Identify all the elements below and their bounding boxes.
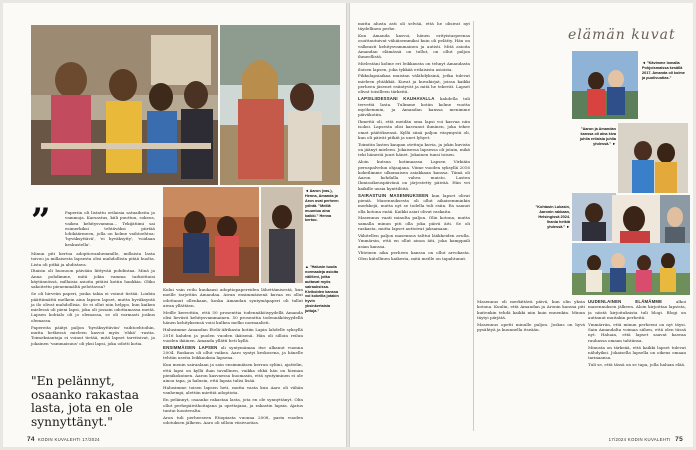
subheading: UUDENLAINEN ELÄMÄMME [588,299,663,304]
article-column-1 [65,210,155,249]
page-footer-left [27,436,100,443]
subheading: ENSIMMÄISEN LAPSEN [163,344,218,350]
paragraph: Kun Amanda kasvoi, hänen erityistarpeensa osoittautuivat vähäisemmiksi kuin oli pelätty. Hän on valkeasti kehitysvammainen ja autisti. Mitä asioita Amandan elämässä on tullut, on ollut paljon ihmeellistä. [358,33,470,60]
page-number: 74 [27,436,35,443]
page-footer-right [609,436,683,443]
children-stairs-photo [163,187,259,283]
paragraph: Se oli hirveän paperi, jonka takia ei voinut tietää. Loubin päättämättä melkein aina lapsen lapset, mutta hyväksyntä ja ilo olivat mahdollisia. Se ei ollut niin helppo, kun kaiken mielessä oli pieni lapsi, joka oli jossain odottamassa meitä. Lapsen kohtalo oli jo olemassa, se oli varmasti joskus olemassa. [31,291,155,323]
article-column-1b [31,251,155,347]
paragraph: Ihmettä oli, että meidän oma lapsi voi kasvaa niin isoksi. Lapsesta olisi kasvanut ihminen, joka tekee omat päätöksensä. Kyllä siinä paljon väsymystä oli, kun oli päivät pitkät ja unet lyhyet. [358,119,470,140]
paragraph: Tuli se, että tässä on se tapa, jolla haluan elää. [588,362,686,368]
paragraph: Minun piti kertoa adoptiovanhemmille, millaista lasta toivoo ja millaisesta lapsesta olisi mahdollista pitää huolta. Lista oli pitkä ja ahdistava. [31,251,155,267]
paragraph: Kului vain reilu kuukausi adoptiopapereiden lähettämisestä, kun meille tarjottiin Amandaa. Aivan ensimmäisenä kuvaa en ollut odottanut ollenkaan, koska Amandan syntymäpaperi oli tullut aivan yllättäen. [163,287,303,308]
photo-caption-second: ▲ "Halusin tuoda normaaleja asioita välilleni, jotka auttavat myös sairauksissa. Kivikoiden kanssa voi kokeilla jotakin hyvin yksinkertaisia juttuja." [305,265,339,314]
paragraph: alkoi masennuksen jälkeen. Aloin kirjoittaa lapsista, ja niistä kirjoituksista tuli blogi. Blogi on auttanut muitakin perheitä. [588,299,686,320]
pull-quote: "En pelännyt, osaanko rakastaa lasta, jota en ole synnyttänyt." [31,374,139,429]
paragraph: oli syntymämaa itse alkanut vuonna 2004. Raskaus oli ollut vaikea. Aaro syntyi keskosena, ja hänelle tehtiin useita leikkauksia lapsena. [163,344,303,361]
right-page [350,3,693,447]
photo-caption-main: ◄ Aaron (vas.), Henna, Amanda ja Aron ovat perheen ydintä. "Meillä muuntuu aina kaikki." Henna kertoo. [305,189,339,223]
album-photo-3 [572,193,616,241]
left-page [3,3,346,447]
decorative-quote-mark: ” [31,201,51,241]
article-column-2 [163,287,303,435]
paragraph: Yhteinen aika perheen kanssa on ollut arvokasta. Olen kiitollinen kaikesta, mitä meille on tapahtunut. [358,250,470,261]
album-caption-1: ◄ "Kävimme lomalla Pohjoismaissa kesällä 2017. Amanda oli kolme ja puolivuotias." [642,61,685,80]
caption-arrow-icon: ► [565,224,570,229]
paragraph: kahdella tuli tervettä lasta. Tulimme kotiin kolme vuotta myöhemmin, ja Amandan kanssa menimme päiväkotiin. [358,96,470,118]
paragraph: Iltaisin oli huonoon päivään liittyvää pohdintaa. Minä ja Anna pohdimme, mitä jokin vamma tarkoittaisi käytännössä, millaisia asioita pitäisi kotiin hankkia. Oliko sakoitettu pienemmältä pelottavaa? [31,268,155,290]
article-column-4 [477,299,585,439]
paragraph: Meille kerrottiin, että 50 prosenttia todennäköisyydellä Amanda olisi lievästi kehitysvammainen. 50 prosenttia todennäköisyydellä hänen kehityksensä voisi kulkea melko normaalisti. [163,309,303,326]
paragraph: Masennus oli merkittävä päivä, kun olin yksin kotona. Kuulin, että Amandan ja Aronin kanssa piti kuitenkin tehdä kaikki niin kuin ennenkin. Minun täytyi pärjätä. [477,299,585,320]
paragraph: En pelännyt, osaanko rakastaa lasta, jota en ole synnyttänyt. Olin ollut perhepäivähoitajana ja opettajana, ja rakastin lapsia. Ajatus tuntui luontevalta. [163,397,303,413]
caption-arrow-icon: ▲ [305,265,310,269]
album-photo-6 [572,243,690,295]
column-divider [473,21,474,431]
article-column-5 [588,299,686,439]
album-script-title: elämän kuvat [568,27,676,43]
magazine-issue: KODIN KUVALEHTI 17/2024 [37,437,100,442]
lead-paragraph-1: Paperiin oli listattu erilaisia satuaiheita ja vammoja. Karsastus, kiili puuttuu, sokeus, vaikea kehitysvamma... Tekijätiimi sai esimerkiksi tehtäväksi piirtää lohikäärmeen, jolla on kolme vaihtoehtoa: 'hyväksyttävä', 'ei hyväksytty', 'voidaan keskustella'. [65,210,155,247]
album-caption-3: "Kohtasin Lukasin, Aaronin rakkaan, Helsingissä 2024. Ihania hetkiä yhdessä." ► [535,205,570,229]
family-kitchen-photo [31,25,218,185]
paragraph: mutta alusta asti oli selvää, että he olisivat nyt täydellinen perhe. [358,21,470,32]
paragraph: kun lapset olivat pieniä. Masennuksesta oli ollut aikaisemminkin merkkejä, mutta nyt se todella tuli esiin. En saanut olla kotona enää. Kaikki asiat olivat raskaita. [358,192,470,214]
paragraph: Kun menin sairaalaan ja sain ensimmäisen kerran syliini, ajattelin, että lapsi on kyllä ihan tavallinen, vaikka ehkä hän on hieman pienikokoinen. Aaron kasvaessa huomasin, että syntyiminen ei ole ainoa tapa, ja halusin, että lapsia tulisi lisää. [163,362,303,384]
paragraph: Toimitin lasten kaupan otettuja kuvia, ja jokin kuvista on jäänyt mieleen. Jokaisessa lapsessa oli jotain, mikä teki hänestä juuri hänet. Jokainen tunsi toisen. [358,141,470,158]
paragraph: Ymmärrän, että minun perheeni on nyt täysi. Sain Amandalta voimaa siihen, että olen tässä nyt. Haluan, että lapset saavat kasvaa rauhassa omaan tahtiinsa. [588,321,686,343]
article-column-3 [358,21,470,437]
paragraph: Pikkulapsiaikaa muistan välähdyksinä, jotka tulevat mieleen yhtäkkiä. Kuvat ja kuvakirjat, joissa kaikki perheen jäsenet esiintyvät ja mitä he tekevät. Lapset olivat toisilleen tärkeitä. [358,73,470,95]
paragraph: Halusimme toisen lapsen heti, mutta vasta kun Aaro oli vähän vanhempi, alettiin miettiä adoptiota. [163,385,303,396]
caption-arrow-icon: ◄ [305,189,310,193]
young-man-photo [261,187,303,283]
paragraph: Masennus vaati minulta paljon. Olin kotona, mutta samalla minun piti olla joka päivä äiti. Se oli raskasta, mutta lapset auttoivat jaksamaan. [358,215,470,232]
paragraph: Aron tuli perheeseen Etiopiasta vuonna 2008, parin vuoden odotuksen jälkeen. Aaro oli silloin viisivuotias. [163,414,303,425]
subheading: LAPSILIIDESSANI KAUHAVALLA [358,96,435,102]
paragraph: Aloin kutsua kotimaassa Lapsen Virkiäin peruspalvelun ohjaajana. Viime vuoden syksyllä 2016 kokeilimme ulkomaisen asiakkaan kanssa. Tämä oli Aaron kohdalla vahva muisto. Lasten Ihmisoikeuspäivänä on järjestetty päivää. Hän vei kaikille uusia kynttilöitä. [358,159,470,191]
mother-daughter-photo [220,25,340,185]
paragraph: Minusta on tärkeää, että kaikki lapset tulevat nähdyiksi. Jokaisella lapsella on oikeus omaan tarinaansa. [588,344,686,361]
page-number: 75 [675,436,683,443]
magazine-issue: 17/2024 KODIN KUVALEHTI [608,437,671,442]
album-caption-2: "Aaron ja Amandan kanssa oli aina kiva juhlia erilaisia juhlia yhdessä." ► [579,127,616,146]
caption-arrow-icon: ◄ [642,61,647,65]
album-photo-2 [618,123,688,193]
paragraph: Vähitellen paljon masennus talttui lääkkeiden avulla. Ymmärsin, että en ollut ainoa äiti, joka kamppaili asian kanssa. [358,232,470,249]
album-photo-1 [572,51,638,119]
paragraph: Masennus opetti minulle paljon. Joskus on hyvä pysähtyä ja kuunnella itseään. [477,321,585,333]
paragraph: Papereita päätyi paljon 'hyväksyttäviin' vaihtoehtoihin, mutta hetkessä mieleen kasvoi myös 'ehkä' -rastia. Toimeksiantaja ei voinut tietää, mitä lapset tarvitsivat, ja jokainen 'vammaisuus' oli yksi lapsi, joka odotti kotia. [31,324,155,346]
paragraph: Halusimme Amandan Etelä-Afrikasta kotiin Lapin lahdelle syksyllä 2016 kahden ja puolen vuoden ikäisenä. Hän oli silloin reilun vuoden ikäinen. Amanda yllätti heti kyllä. [163,327,303,343]
paragraph: Mielestäni kolme eri leikkausta on tehnyt Amandasta iloisen lapsen, joka tykkää erilaisista asioista. [358,61,470,72]
subheading: SAIRASTUIN MASENNUKSEEN [358,192,429,198]
caption-arrow-icon: ► [611,141,616,146]
